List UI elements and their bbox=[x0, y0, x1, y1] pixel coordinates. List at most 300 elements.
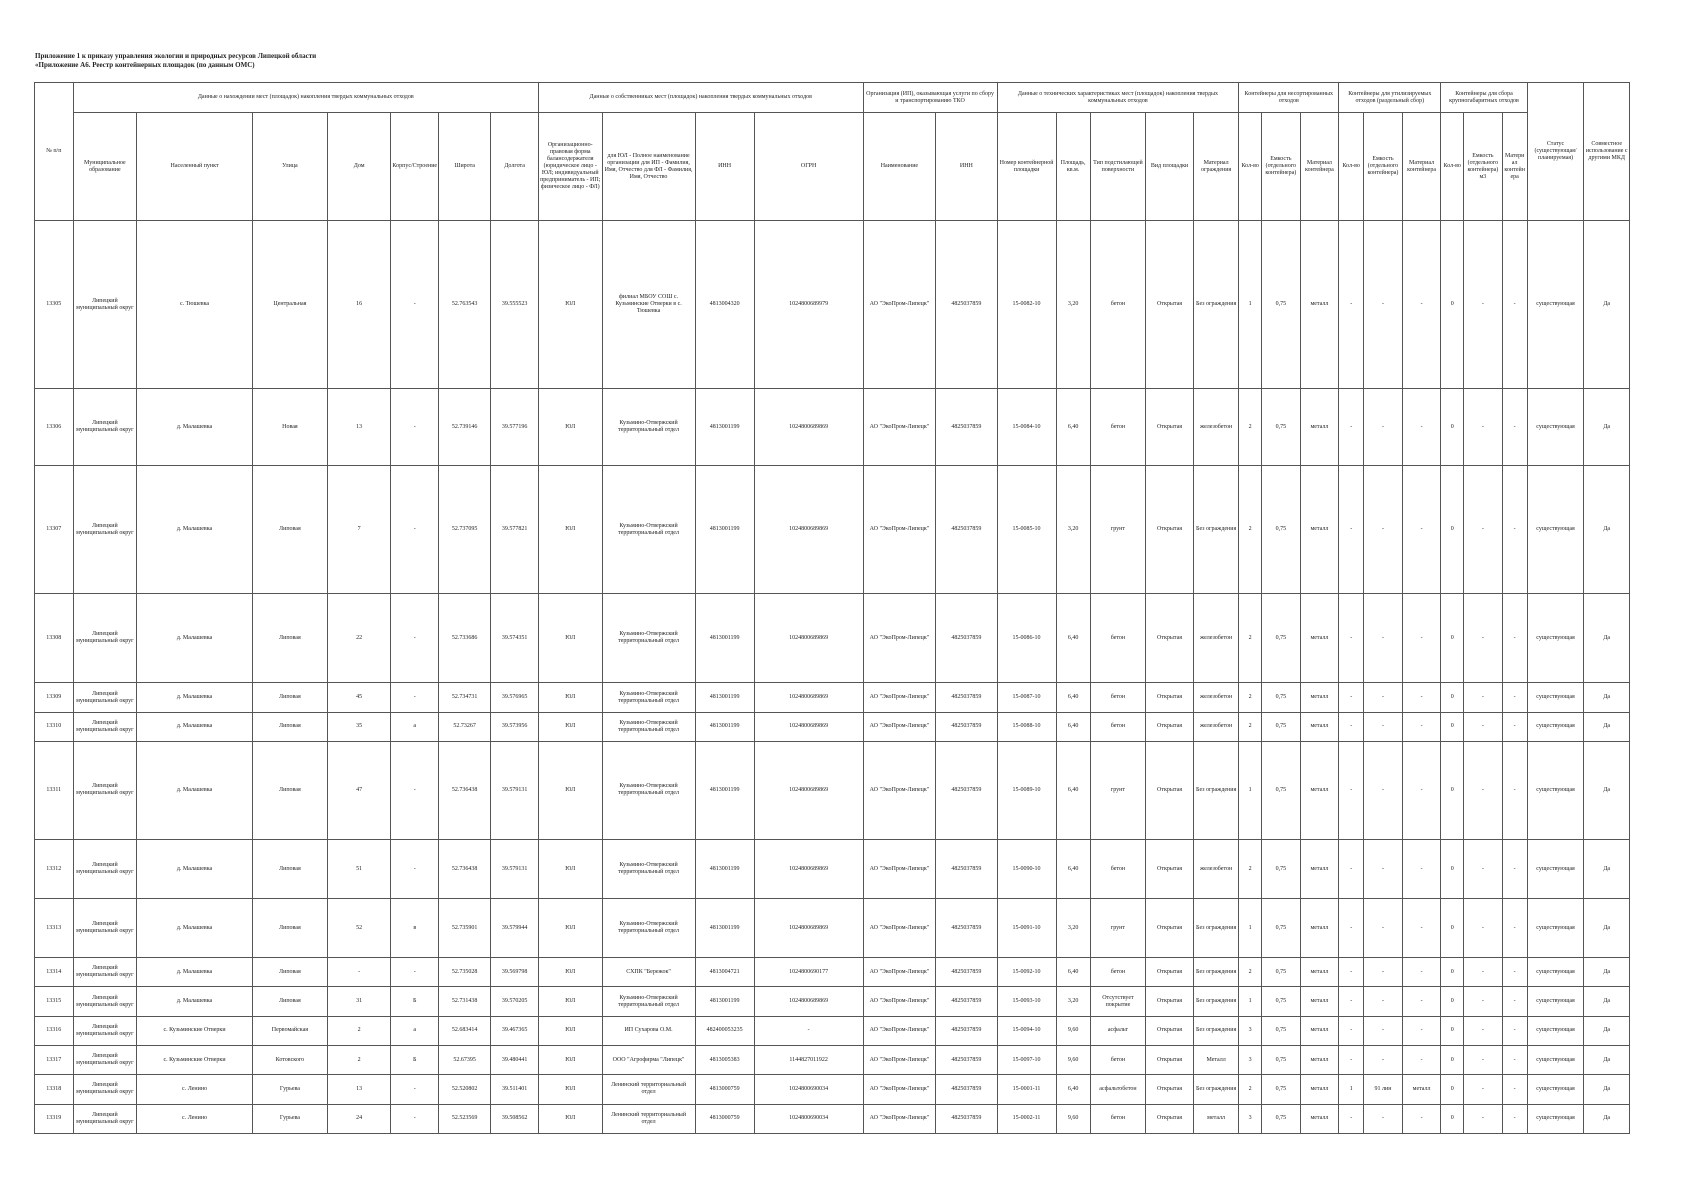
table-cell: - bbox=[1502, 958, 1527, 987]
table-cell: 15-0089-10 bbox=[997, 742, 1056, 840]
table-cell: 0,75 bbox=[1262, 466, 1301, 594]
table-cell: - bbox=[1464, 389, 1503, 466]
table-cell: Без ограждения bbox=[1193, 742, 1238, 840]
table-cell: существующая bbox=[1527, 958, 1584, 987]
table-cell: Да bbox=[1584, 594, 1630, 683]
table-cell: 6,40 bbox=[1056, 712, 1090, 741]
table-cell: Без ограждения bbox=[1193, 899, 1238, 958]
table-cell: 0,75 bbox=[1262, 958, 1301, 987]
column-header: Широта bbox=[439, 113, 491, 221]
table-cell: 1024800689869 bbox=[754, 899, 863, 958]
table-cell: АО "ЭкоПром-Липецк" bbox=[863, 389, 936, 466]
table-cell: бетон bbox=[1090, 594, 1146, 683]
table-cell: Липецкий муниципальный округ bbox=[73, 958, 137, 987]
table-cell: 1 bbox=[1239, 221, 1262, 389]
table-cell: - bbox=[1339, 1045, 1364, 1074]
table-cell: - bbox=[1464, 1016, 1503, 1045]
table-cell: грунт bbox=[1090, 742, 1146, 840]
table-cell: 47 bbox=[327, 742, 391, 840]
table-cell: существующая bbox=[1527, 594, 1584, 683]
table-cell: - bbox=[391, 742, 439, 840]
table-cell: АО "ЭкоПром-Липецк" bbox=[863, 742, 936, 840]
table-cell: Открытая bbox=[1146, 958, 1194, 987]
table-cell: 4813001199 bbox=[695, 839, 754, 899]
table-cell: 482400053235 bbox=[695, 1016, 754, 1045]
table-cell: - bbox=[391, 958, 439, 987]
table-cell: 4813001199 bbox=[695, 683, 754, 712]
column-header: Емкость (отдельного контейнера) bbox=[1364, 113, 1403, 221]
table-cell: д. Малашевка bbox=[137, 594, 253, 683]
table-header bbox=[35, 83, 1630, 221]
table-cell: АО "ЭкоПром-Липецк" bbox=[863, 987, 936, 1016]
table-cell: 4813001199 bbox=[695, 594, 754, 683]
table-row bbox=[35, 899, 1630, 958]
table-cell: 52.731438 bbox=[439, 987, 491, 1016]
table-cell: филиал МБОУ СОШ с. Кузьминские Отверки в с. Тюшевка bbox=[602, 221, 695, 389]
table-cell: - bbox=[1464, 712, 1503, 741]
header-group-cell: Данные о собственниках мест (площадок) накопления твердых коммунальных отходов bbox=[538, 83, 863, 113]
table-cell: - bbox=[1339, 839, 1364, 899]
table-cell: Да bbox=[1584, 958, 1630, 987]
table-cell: 39.467365 bbox=[491, 1016, 539, 1045]
table-cell: Открытая bbox=[1146, 742, 1194, 840]
table-cell: 1 bbox=[1239, 742, 1262, 840]
table-cell: металл bbox=[1300, 466, 1339, 594]
table-cell: Без ограждения bbox=[1193, 221, 1238, 389]
table-cell: 22 bbox=[327, 594, 391, 683]
table-cell: 52.736438 bbox=[439, 839, 491, 899]
column-header: Наименование bbox=[863, 113, 936, 221]
header-group-cell: Данные о технических характеристиках мест (площадок) накопления твердых коммунальных отходов bbox=[997, 83, 1239, 113]
table-row bbox=[35, 1104, 1630, 1133]
table-cell: 0,75 bbox=[1262, 1045, 1301, 1074]
table-cell: металл bbox=[1300, 594, 1339, 683]
table-cell: 13308 bbox=[35, 594, 74, 683]
table-cell: - bbox=[1339, 987, 1364, 1016]
table-cell: 15-0091-10 bbox=[997, 899, 1056, 958]
table-cell: 6,40 bbox=[1056, 958, 1090, 987]
table-cell: 1024800690034 bbox=[754, 1075, 863, 1104]
table-cell: ЮЛ bbox=[538, 1045, 602, 1074]
table-cell: 13306 bbox=[35, 389, 74, 466]
table-cell: 13311 bbox=[35, 742, 74, 840]
table-cell: 1024800690034 bbox=[754, 1104, 863, 1133]
table-cell: 0 bbox=[1441, 594, 1464, 683]
table-cell: ЮЛ bbox=[538, 1016, 602, 1045]
column-header: Номер контейнерной площадки bbox=[997, 113, 1056, 221]
column-header: Корпус/Строение bbox=[391, 113, 439, 221]
table-cell: - bbox=[1364, 1016, 1403, 1045]
table-cell: 52 bbox=[327, 899, 391, 958]
table-cell: Липецкий муниципальный округ bbox=[73, 1075, 137, 1104]
column-header: Кол-во bbox=[1339, 113, 1364, 221]
table-cell: 1024800689869 bbox=[754, 987, 863, 1016]
table-cell: 52.73267 bbox=[439, 712, 491, 741]
table-cell: 13305 bbox=[35, 221, 74, 389]
table-cell: - bbox=[1464, 1104, 1503, 1133]
column-header: Вид площадки bbox=[1146, 113, 1194, 221]
caption-line-1: Приложение 1 к приказу управления экологии и природных ресурсов Липецкой области bbox=[35, 52, 317, 60]
table-cell: - bbox=[1402, 899, 1441, 958]
table-cell: в bbox=[391, 899, 439, 958]
table-cell: 24 bbox=[327, 1104, 391, 1133]
table-cell: 52.739146 bbox=[439, 389, 491, 466]
column-header: ОГРН bbox=[754, 113, 863, 221]
table-cell: металл bbox=[1300, 712, 1339, 741]
header-group-cell: Данные о нахождении мест (площадок) накопления твердых коммунальных отходов bbox=[73, 83, 538, 113]
column-header: Тип подстилающей поверхности bbox=[1090, 113, 1146, 221]
table-cell: - bbox=[1402, 987, 1441, 1016]
table-cell: ИП Сухарова О.М. bbox=[602, 1016, 695, 1045]
table-cell: ЮЛ bbox=[538, 594, 602, 683]
table-cell: Б bbox=[391, 1045, 439, 1074]
table-cell: Липецкий муниципальный округ bbox=[73, 1045, 137, 1074]
table-cell: 4825037859 bbox=[936, 1075, 997, 1104]
table-cell: 51 bbox=[327, 839, 391, 899]
table-cell: 4813001199 bbox=[695, 742, 754, 840]
table-cell: 6,40 bbox=[1056, 389, 1090, 466]
table-cell: 0 bbox=[1441, 899, 1464, 958]
table-cell: Да bbox=[1584, 221, 1630, 389]
table-cell: Б bbox=[391, 987, 439, 1016]
table-cell: 15-0097-10 bbox=[997, 1045, 1056, 1074]
table-cell: - bbox=[1364, 742, 1403, 840]
table-cell: 39.569798 bbox=[491, 958, 539, 987]
table-cell: Липовая bbox=[252, 594, 327, 683]
table-cell: 13314 bbox=[35, 958, 74, 987]
table-cell: Да bbox=[1584, 1016, 1630, 1045]
table-cell: 2 bbox=[1239, 683, 1262, 712]
table-cell: грунт bbox=[1090, 899, 1146, 958]
table-cell: Да bbox=[1584, 987, 1630, 1016]
table-cell: ЮЛ bbox=[538, 987, 602, 1016]
table-cell: металл bbox=[1300, 1045, 1339, 1074]
table-cell: Без ограждения bbox=[1193, 1016, 1238, 1045]
table-cell: 13 bbox=[327, 389, 391, 466]
table-cell: существующая bbox=[1527, 839, 1584, 899]
column-header: Материал контейнера bbox=[1402, 113, 1441, 221]
table-cell: 39.555523 bbox=[491, 221, 539, 389]
table-cell: АО "ЭкоПром-Липецк" bbox=[863, 712, 936, 741]
table-cell: металл bbox=[1300, 839, 1339, 899]
table-cell: 4825037859 bbox=[936, 594, 997, 683]
table-cell: Ленинский территориальный отдел bbox=[602, 1075, 695, 1104]
table-cell: 3,20 bbox=[1056, 899, 1090, 958]
table-cell: - bbox=[1402, 683, 1441, 712]
column-header: Улица bbox=[252, 113, 327, 221]
table-row bbox=[35, 594, 1630, 683]
table-cell: - bbox=[1339, 594, 1364, 683]
table-cell: 2 bbox=[1239, 1075, 1262, 1104]
table-cell: с. Кузьминские Отверки bbox=[137, 1045, 253, 1074]
table-cell: Гурьева bbox=[252, 1104, 327, 1133]
table-cell: СХПК "Бережок" bbox=[602, 958, 695, 987]
table-cell: Липецкий муниципальный округ bbox=[73, 987, 137, 1016]
table-cell: Липецкий муниципальный округ bbox=[73, 466, 137, 594]
table-cell: - bbox=[391, 221, 439, 389]
table-cell: Открытая bbox=[1146, 1045, 1194, 1074]
table-cell: д. Малашевка bbox=[137, 742, 253, 840]
header-column-row bbox=[35, 113, 1630, 221]
table-cell: - bbox=[1402, 958, 1441, 987]
table-cell: существующая bbox=[1527, 466, 1584, 594]
table-cell: ЮЛ bbox=[538, 1104, 602, 1133]
table-cell: - bbox=[1502, 712, 1527, 741]
table-cell: 4813001199 bbox=[695, 466, 754, 594]
table-cell: 4813001199 bbox=[695, 712, 754, 741]
table-cell: - bbox=[1502, 683, 1527, 712]
table-cell: существующая bbox=[1527, 389, 1584, 466]
table-cell: 1024800689869 bbox=[754, 839, 863, 899]
table-cell: 6,40 bbox=[1056, 683, 1090, 712]
column-header: Муниципальное образование bbox=[73, 113, 137, 221]
table-cell: Кузьмино-Отвержский территориальный отдел bbox=[602, 742, 695, 840]
table-cell: 4825037859 bbox=[936, 683, 997, 712]
table-cell: 0,75 bbox=[1262, 742, 1301, 840]
table-cell: ЮЛ bbox=[538, 899, 602, 958]
table-cell: 1 bbox=[1239, 987, 1262, 1016]
table-cell: Липовая bbox=[252, 466, 327, 594]
table-cell: 6,40 bbox=[1056, 742, 1090, 840]
caption-line-2: «Приложение А6. Реестр контейнерных площадок (по данным ОМС) bbox=[35, 61, 255, 69]
table-cell: 45 bbox=[327, 683, 391, 712]
table-cell: - bbox=[391, 1075, 439, 1104]
table-cell: 4813001199 bbox=[695, 987, 754, 1016]
table-cell: 52.763543 bbox=[439, 221, 491, 389]
table-cell: существующая bbox=[1527, 899, 1584, 958]
table-cell: с. Ленино bbox=[137, 1075, 253, 1104]
table-row bbox=[35, 987, 1630, 1016]
table-cell: 4813000759 bbox=[695, 1075, 754, 1104]
table-cell: Липовая bbox=[252, 958, 327, 987]
table-cell: 15-0088-10 bbox=[997, 712, 1056, 741]
table-cell: 39.576965 bbox=[491, 683, 539, 712]
table-cell: - bbox=[1502, 221, 1527, 389]
table-cell: существующая bbox=[1527, 742, 1584, 840]
table-cell: 4813004721 bbox=[695, 958, 754, 987]
table-row bbox=[35, 683, 1630, 712]
table-cell: 4813004320 bbox=[695, 221, 754, 389]
table-cell: 15-0094-10 bbox=[997, 1016, 1056, 1045]
table-cell: 0,75 bbox=[1262, 389, 1301, 466]
table-cell: 2 bbox=[1239, 958, 1262, 987]
table-cell: 0,75 bbox=[1262, 712, 1301, 741]
table-cell: 6,40 bbox=[1056, 839, 1090, 899]
table-cell: металл bbox=[1300, 987, 1339, 1016]
table-cell: бетон bbox=[1090, 389, 1146, 466]
table-cell: д. Малашевка bbox=[137, 466, 253, 594]
table-cell: Липецкий муниципальный округ bbox=[73, 899, 137, 958]
table-cell: Липецкий муниципальный округ bbox=[73, 712, 137, 741]
table-cell: - bbox=[1364, 958, 1403, 987]
table-cell: - bbox=[1364, 987, 1403, 1016]
table-cell: - bbox=[1339, 466, 1364, 594]
table-cell: 39.480441 bbox=[491, 1045, 539, 1074]
table-cell: 0,75 bbox=[1262, 221, 1301, 389]
table-cell: 52.67395 bbox=[439, 1045, 491, 1074]
table-cell: ЮЛ bbox=[538, 1075, 602, 1104]
table-cell: 52.734731 bbox=[439, 683, 491, 712]
table-cell: Открытая bbox=[1146, 1016, 1194, 1045]
table-cell: Ленинский территориальный отдел bbox=[602, 1104, 695, 1133]
table-cell: Да bbox=[1584, 839, 1630, 899]
table-cell: 4813000759 bbox=[695, 1104, 754, 1133]
table-cell: 0 bbox=[1441, 1104, 1464, 1133]
table-cell: Липецкий муниципальный округ bbox=[73, 594, 137, 683]
table-row bbox=[35, 712, 1630, 741]
table-cell: 39.570205 bbox=[491, 987, 539, 1016]
table-cell: металл bbox=[1300, 742, 1339, 840]
header-group-cell: Организация (ИП), оказывающая услуги по сбору и транспортированию ТКО bbox=[863, 83, 997, 113]
table-cell: АО "ЭкоПром-Липецк" bbox=[863, 466, 936, 594]
table-cell: - bbox=[1464, 742, 1503, 840]
table-cell: 4825037859 bbox=[936, 742, 997, 840]
header-group-cell: Контейнеры для сбора крупногабаритных отходов bbox=[1441, 83, 1527, 113]
table-cell: - bbox=[1502, 466, 1527, 594]
table-cell: 4825037859 bbox=[936, 466, 997, 594]
table-cell: 52.735028 bbox=[439, 958, 491, 987]
table-cell: 1024800689869 bbox=[754, 466, 863, 594]
table-cell: Липовая bbox=[252, 712, 327, 741]
table-cell: АО "ЭкоПром-Липецк" bbox=[863, 958, 936, 987]
table-cell: - bbox=[1339, 958, 1364, 987]
container-sites-registry-table bbox=[34, 82, 1630, 1134]
table-cell: 4825037859 bbox=[936, 389, 997, 466]
table-cell: Открытая bbox=[1146, 683, 1194, 712]
table-cell: - bbox=[1402, 389, 1441, 466]
table-cell: 52.683414 bbox=[439, 1016, 491, 1045]
table-cell: АО "ЭкоПром-Липецк" bbox=[863, 1016, 936, 1045]
table-cell: 39.508562 bbox=[491, 1104, 539, 1133]
table-cell: АО "ЭкоПром-Липецк" bbox=[863, 221, 936, 389]
table-cell: - bbox=[1364, 389, 1403, 466]
table-cell: 0 bbox=[1441, 839, 1464, 899]
table-cell: АО "ЭкоПром-Липецк" bbox=[863, 1075, 936, 1104]
table-cell: железобетон bbox=[1193, 389, 1238, 466]
table-cell: металл bbox=[1300, 1104, 1339, 1133]
table-cell: Да bbox=[1584, 1104, 1630, 1133]
table-cell: 3 bbox=[1239, 1016, 1262, 1045]
table-cell: железобетон bbox=[1193, 712, 1238, 741]
table-cell: 4825037859 bbox=[936, 958, 997, 987]
column-header: Емкость (отдельного контейнера) м3 bbox=[1464, 113, 1503, 221]
column-header: для ЮЛ - Полное наименование организации для ИП - Фамилия, Имя, Отчество для ФЛ - Фамилия, Имя, Отчество bbox=[602, 113, 695, 221]
table-cell: Новая bbox=[252, 389, 327, 466]
table-cell: д. Малашевка bbox=[137, 899, 253, 958]
table-cell: 0,75 bbox=[1262, 899, 1301, 958]
table-cell: ООО "Агрофирма "Липецк" bbox=[602, 1045, 695, 1074]
table-cell: 15-0001-11 bbox=[997, 1075, 1056, 1104]
table-cell: - bbox=[1339, 742, 1364, 840]
table-cell: Кузьмино-Отвержский территориальный отдел bbox=[602, 389, 695, 466]
table-cell: 2 bbox=[1239, 389, 1262, 466]
table-cell: - bbox=[1464, 899, 1503, 958]
table-cell: существующая bbox=[1527, 1045, 1584, 1074]
table-cell: - bbox=[1502, 742, 1527, 840]
table-cell: - bbox=[1339, 712, 1364, 741]
table-cell: - bbox=[1402, 594, 1441, 683]
header-group-cell: Совместное использование с другими МКД bbox=[1584, 83, 1630, 221]
table-cell: - bbox=[1402, 742, 1441, 840]
table-row bbox=[35, 221, 1630, 389]
table-cell: 31 bbox=[327, 987, 391, 1016]
table-cell: 15-0087-10 bbox=[997, 683, 1056, 712]
table-cell: - bbox=[1464, 1045, 1503, 1074]
table-cell: бетон bbox=[1090, 1104, 1146, 1133]
table-cell: 4813005383 bbox=[695, 1045, 754, 1074]
table-row bbox=[35, 466, 1630, 594]
table-cell: 2 bbox=[1239, 712, 1262, 741]
table-cell: Гурьева bbox=[252, 1075, 327, 1104]
table-cell: а bbox=[391, 1016, 439, 1045]
table-cell: бетон bbox=[1090, 1045, 1146, 1074]
table-cell: 0 bbox=[1441, 987, 1464, 1016]
table-cell: д. Малашевка bbox=[137, 389, 253, 466]
table-cell: АО "ЭкоПром-Липецк" bbox=[863, 594, 936, 683]
table-cell: - bbox=[1364, 466, 1403, 594]
table-cell: Липовая bbox=[252, 899, 327, 958]
table-cell: - bbox=[1339, 1016, 1364, 1045]
table-row bbox=[35, 1045, 1630, 1074]
table-cell: 4825037859 bbox=[936, 1104, 997, 1133]
table-cell: Да bbox=[1584, 389, 1630, 466]
table-cell: 4825037859 bbox=[936, 712, 997, 741]
table-cell: 39.579131 bbox=[491, 742, 539, 840]
table-cell: существующая bbox=[1527, 683, 1584, 712]
table-cell: Металл bbox=[1193, 1045, 1238, 1074]
table-cell: - bbox=[1502, 987, 1527, 1016]
table-cell: - bbox=[1339, 389, 1364, 466]
table-cell: - bbox=[1339, 1104, 1364, 1133]
table-cell: Да bbox=[1584, 1045, 1630, 1074]
table-cell: 2 bbox=[327, 1045, 391, 1074]
table-cell: Кузьмино-Отвержский территориальный отдел bbox=[602, 899, 695, 958]
column-header: Кол-во bbox=[1239, 113, 1262, 221]
table-cell: Да bbox=[1584, 683, 1630, 712]
table-cell: 0,75 bbox=[1262, 839, 1301, 899]
table-cell: 2 bbox=[1239, 839, 1262, 899]
table-cell: 1 bbox=[1339, 1075, 1364, 1104]
table-cell: 9,60 bbox=[1056, 1016, 1090, 1045]
table-cell: металл bbox=[1300, 389, 1339, 466]
table-cell: асфальт bbox=[1090, 1016, 1146, 1045]
table-cell: 13313 bbox=[35, 899, 74, 958]
table-cell: существующая bbox=[1527, 221, 1584, 389]
table-cell: - bbox=[1464, 683, 1503, 712]
table-row bbox=[35, 958, 1630, 987]
table-cell: - bbox=[1464, 958, 1503, 987]
header-group-cell: № п/п bbox=[35, 83, 74, 221]
table-cell: 0,75 bbox=[1262, 1016, 1301, 1045]
table-cell: - bbox=[1464, 1075, 1503, 1104]
table-cell: 1024800689869 bbox=[754, 742, 863, 840]
table-cell: - bbox=[391, 683, 439, 712]
table-cell: а bbox=[391, 712, 439, 741]
table-cell: 4825037859 bbox=[936, 899, 997, 958]
column-header: Организационно-правовая форма балансодержателя (юридическое лицо - ЮЛ; индивидуальный предприниматель - ИП; физическое лицо - ФЛ) bbox=[538, 113, 602, 221]
header-group-cell: Статус (существующая/планируемая) bbox=[1527, 83, 1584, 221]
table-cell: бетон bbox=[1090, 839, 1146, 899]
table-cell: - bbox=[1502, 389, 1527, 466]
table-cell: 0 bbox=[1441, 958, 1464, 987]
table-cell: 15-0085-10 bbox=[997, 466, 1056, 594]
table-cell: Без ограждения bbox=[1193, 987, 1238, 1016]
table-cell: - bbox=[1364, 221, 1403, 389]
table-cell: 9,60 bbox=[1056, 1045, 1090, 1074]
table-cell: - bbox=[391, 594, 439, 683]
table-cell: существующая bbox=[1527, 1016, 1584, 1045]
table-cell: Первомайская bbox=[252, 1016, 327, 1045]
